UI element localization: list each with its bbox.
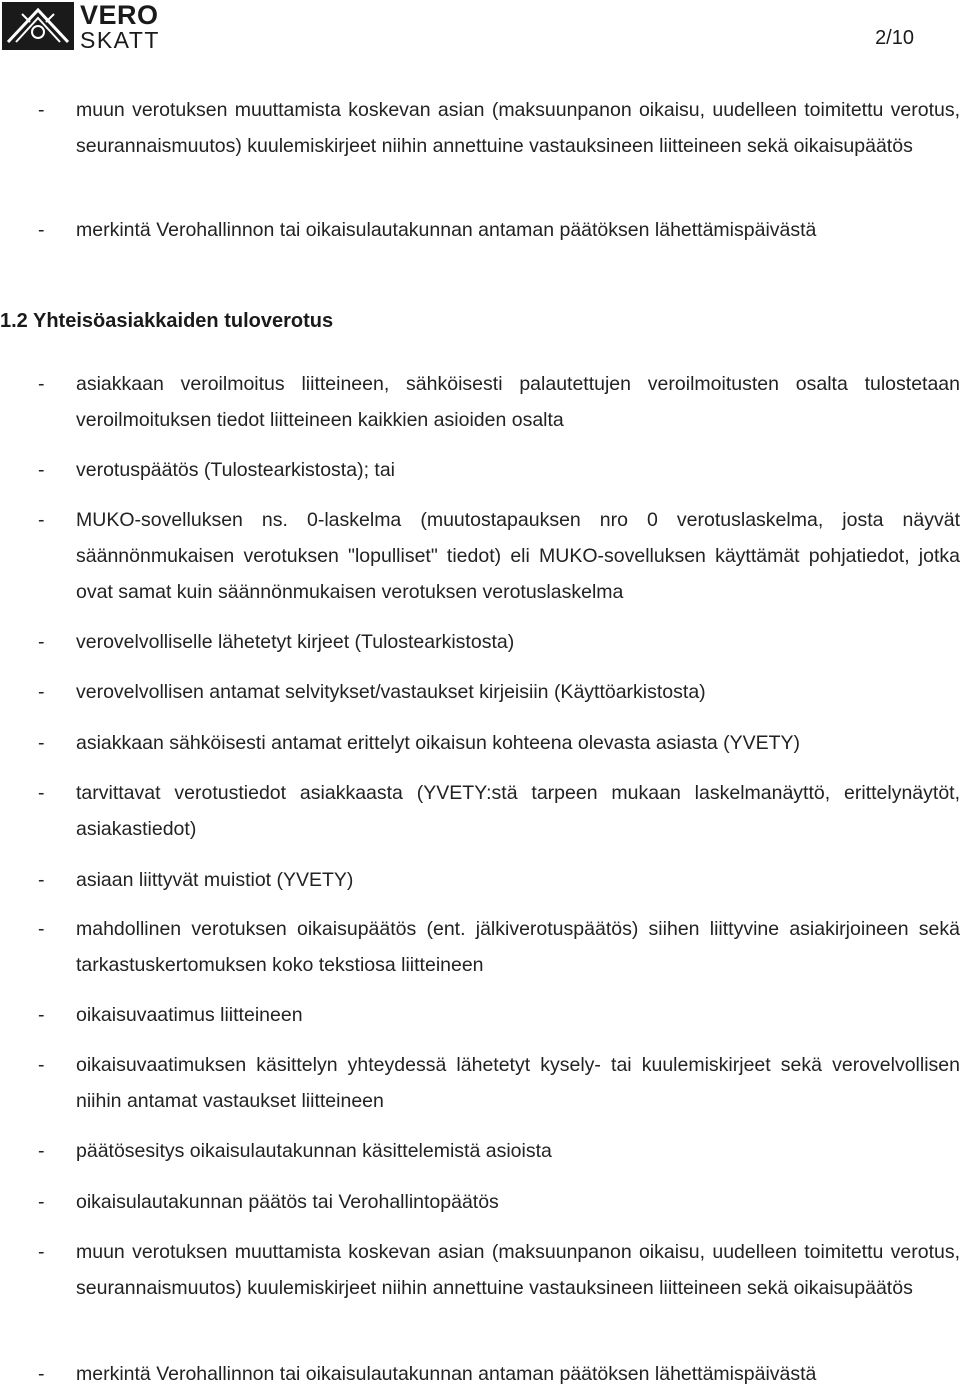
list-item-text: MUKO-sovelluksen ns. 0-laskelma (muutostapauksen nro 0 verotuslaskelma, josta näyvät säännönmukaisen verotuksen "lopulliset" tiedot) eli MUKO-sovelluksen käyttämät pohjatiedot, jotka ovat samat kuin säännönmukaisen verotuksen verotuslaskelma [76,509,960,603]
bullet-dash: - [38,1004,45,1026]
list-item [38,502,960,610]
bullet-dash: - [38,681,45,703]
bullet-dash: - [38,99,45,121]
bullet-dash: - [38,1140,45,1162]
bullet-dash: - [38,918,45,940]
list-item-text: merkintä Verohallinnon tai oikaisulautakunnan antaman päätöksen lähettämispäivästä [76,1363,817,1385]
bullet-dash: - [38,373,45,395]
list-item-text: oikaisulautakunnan päätös tai Verohallintopäätös [76,1191,499,1213]
list-item-text: asiakkaan veroilmoitus liitteineen, sähköisesti palautettujen veroilmoitusten osalta tulostetaan veroilmoituksen tiedot liitteineen kaikkien asioiden osalta [76,373,960,431]
list-item-text: muun verotuksen muuttamista koskevan asian (maksuunpanon oikaisu, uudelleen toimitettu verotus, seurannaismuutos) kuulemiskirjeet niihin annettuine vastauksineen liitteineen sekä oikaisupäätös [76,1241,960,1299]
list-item-text: oikaisuvaatimus liitteineen [76,1004,303,1026]
list-item-text: oikaisuvaatimuksen käsittelyn yhteydessä lähetetyt kysely- tai kuulemiskirjeet sekä verovelvollisen niihin antamat vastaukset liitteineen [76,1054,960,1112]
list-item-text: verovelvolliselle lähetetyt kirjeet (Tulostearkistosta) [76,631,515,653]
list-item-text: merkintä Verohallinnon tai oikaisulautakunnan antaman päätöksen lähettämispäivästä [76,219,817,241]
logo-skatt-text: SKATT [80,27,160,53]
bullet-dash: - [38,509,45,531]
logo-vero-text: VERO [80,0,159,30]
bullet-dash: - [38,1241,45,1263]
section-heading: 1.2 Yhteisöasiakkaiden tuloverotus [0,310,334,332]
bullet-dash: - [38,782,45,804]
list-item [38,624,960,660]
list-item [38,775,960,847]
bullet-dash: - [38,219,45,241]
list-item [38,92,960,164]
list-item [38,997,960,1033]
list-item-text: muun verotuksen muuttamista koskevan asian (maksuunpanon oikaisu, uudelleen toimitettu verotus, seurannaismuutos) kuulemiskirjeet niihin annettuine vastauksineen liitteineen sekä oikaisupäätös [76,99,960,157]
list-item [38,911,960,983]
list-item-text: asiaan liittyvät muistiot (YVETY) [76,869,354,891]
list-item-text: asiakkaan sähköisesti antamat erittelyt oikaisun kohteena olevasta asiasta (YVETY) [76,732,801,754]
list-item [38,862,960,898]
list-item [38,212,960,248]
list-item-text: mahdollinen verotuksen oikaisupäätös (ent. jälkiverotuspäätös) siihen liittyvine asiakirjoineen sekä tarkastuskertomuksen koko tekstiosa liitteineen [76,918,960,976]
bullet-dash: - [38,1191,45,1213]
bullet-dash: - [38,1054,45,1076]
vero-emblem-icon [2,2,74,50]
bullet-dash: - [38,732,45,754]
list-item-text: verovelvollisen antamat selvitykset/vastaukset kirjeisiin (Käyttöarkistosta) [76,681,706,703]
list-item-text: tarvittavat verotustiedot asiakkaasta (YVETY:stä tarpeen mukaan laskelmanäyttö, erittelynäytöt, asiakastiedot) [76,782,960,840]
bullet-dash: - [38,1363,45,1385]
list-item-text: verotuspäätös (Tulostearkistosta); tai [76,459,395,481]
bullet-dash: - [38,459,45,481]
bullet-dash: - [38,869,45,891]
list-item [38,452,960,488]
list-item [38,1047,960,1119]
list-item-text: päätösesitys oikaisulautakunnan käsittelemistä asioista [76,1140,552,1162]
page-header [0,0,960,56]
list-item [38,366,960,438]
vero-skatt-logo [2,0,160,53]
list-item [38,674,960,710]
bullet-dash: - [38,631,45,653]
list-item [38,1184,960,1220]
page-number: 2/10 [875,27,914,49]
list-item [38,1133,960,1169]
list-item [38,725,960,761]
logo-wordmark [80,2,160,52]
list-item [38,1234,960,1306]
